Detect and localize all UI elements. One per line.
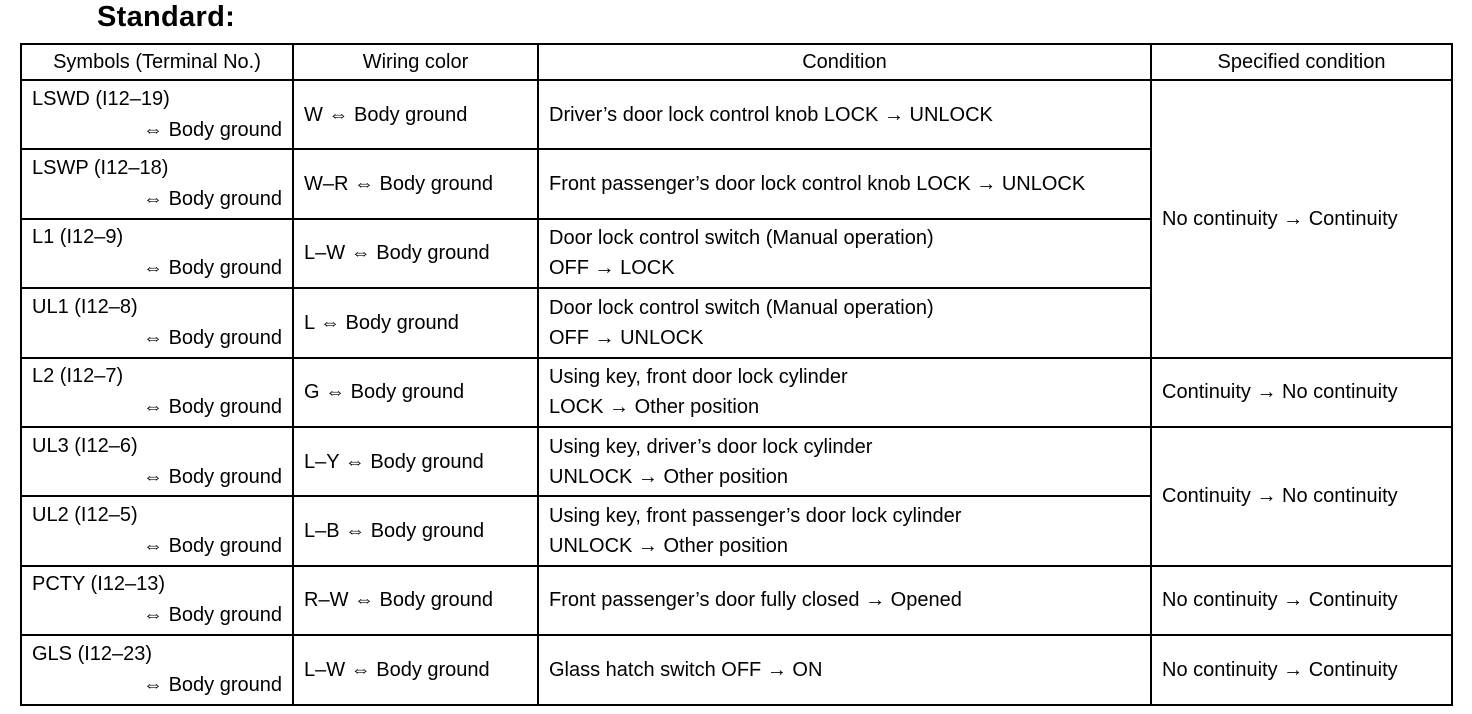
terminal-symbol: UL2 (I12–5) (32, 504, 138, 527)
wiring-color-cell: G ⇔ Body ground (293, 358, 538, 427)
condition-line: Using key, front passenger’s door lock cylinder (549, 505, 962, 528)
terminal-symbol: GLS (I12–23) (32, 642, 153, 665)
symbol-cell (21, 80, 293, 149)
ground-label: ⇔ Body ground (143, 465, 282, 488)
symbol-cell (21, 635, 293, 704)
standard-heading: Standard: (97, 1, 236, 33)
condition-cell (538, 566, 1151, 635)
table-row (21, 635, 1452, 704)
ground-label: ⇔ Body ground (143, 604, 282, 627)
ground-label: ⇔ Body ground (143, 118, 282, 141)
ground-label: ⇔ Body ground (143, 257, 282, 280)
ground-label: ⇔ Body ground (143, 326, 282, 349)
header-specified-condition: Specified condition (1151, 44, 1452, 80)
wiring-color-cell: L–B ⇔ Body ground (293, 496, 538, 565)
condition-cell (538, 80, 1151, 149)
symbol-cell (21, 496, 293, 565)
ground-label: ⇔ Body ground (143, 673, 282, 696)
inspection-table (20, 43, 1453, 706)
condition-line: Front passenger’s door fully closed → Opened (549, 589, 962, 612)
ground-label: ⇔ Body ground (143, 535, 282, 558)
condition-line: Front passenger’s door lock control knob LOCK → UNLOCK (549, 173, 1086, 196)
ground-label: ⇔ Body ground (143, 188, 282, 211)
condition-cell (538, 149, 1151, 218)
symbol-cell (21, 219, 293, 288)
condition-cell (538, 635, 1151, 704)
table-header-row (21, 44, 1452, 80)
wiring-color-cell: L–W ⇔ Body ground (293, 635, 538, 704)
terminal-symbol: LSWD (I12–19) (32, 87, 170, 110)
wiring-color-cell: W–R ⇔ Body ground (293, 149, 538, 218)
symbol-cell (21, 149, 293, 218)
specified-condition-cell: No continuity → Continuity (1151, 80, 1452, 358)
wiring-color-cell: L–Y ⇔ Body ground (293, 427, 538, 496)
condition-cell (538, 288, 1151, 357)
symbol-cell (21, 427, 293, 496)
condition-cell (538, 219, 1151, 288)
table-row (21, 80, 1452, 149)
header-symbols: Symbols (Terminal No.) (21, 44, 293, 80)
wiring-color-cell: W ⇔ Body ground (293, 80, 538, 149)
terminal-symbol: LSWP (I12–18) (32, 157, 169, 180)
condition-line: Glass hatch switch OFF → ON (549, 658, 823, 681)
terminal-symbol: UL1 (I12–8) (32, 295, 138, 318)
condition-line: Door lock control switch (Manual operation) (549, 227, 934, 250)
condition-cell (538, 358, 1151, 427)
header-wiring-color: Wiring color (293, 44, 538, 80)
ground-label: ⇔ Body ground (143, 396, 282, 419)
condition-line: Using key, driver’s door lock cylinder (549, 435, 873, 458)
symbol-cell (21, 566, 293, 635)
header-condition: Condition (538, 44, 1151, 80)
specified-condition-cell: No continuity → Continuity (1151, 566, 1452, 635)
condition-line: LOCK → Other position (549, 396, 760, 419)
condition-cell (538, 496, 1151, 565)
condition-line: OFF → LOCK (549, 257, 675, 280)
condition-line: OFF → UNLOCK (549, 326, 704, 349)
terminal-symbol: L1 (I12–9) (32, 226, 124, 249)
symbol-cell (21, 288, 293, 357)
wiring-color-cell: L ⇔ Body ground (293, 288, 538, 357)
terminal-symbol: PCTY (I12–13) (32, 573, 166, 596)
specified-condition-cell: No continuity → Continuity (1151, 635, 1452, 704)
specified-condition-cell: Continuity → No continuity (1151, 427, 1452, 566)
terminal-symbol: L2 (I12–7) (32, 365, 124, 388)
table-row (21, 427, 1452, 496)
symbol-cell (21, 358, 293, 427)
table-row (21, 566, 1452, 635)
terminal-symbol: UL3 (I12–6) (32, 434, 138, 457)
condition-line: UNLOCK → Other position (549, 465, 788, 488)
condition-cell (538, 427, 1151, 496)
wiring-color-cell: L–W ⇔ Body ground (293, 219, 538, 288)
condition-line: Driver’s door lock control knob LOCK → UNLOCK (549, 103, 993, 126)
table-row (21, 358, 1452, 427)
condition-line: UNLOCK → Other position (549, 535, 788, 558)
specified-condition-cell: Continuity → No continuity (1151, 358, 1452, 427)
condition-line: Using key, front door lock cylinder (549, 366, 848, 389)
condition-line: Door lock control switch (Manual operation) (549, 296, 934, 319)
wiring-color-cell: R–W ⇔ Body ground (293, 566, 538, 635)
